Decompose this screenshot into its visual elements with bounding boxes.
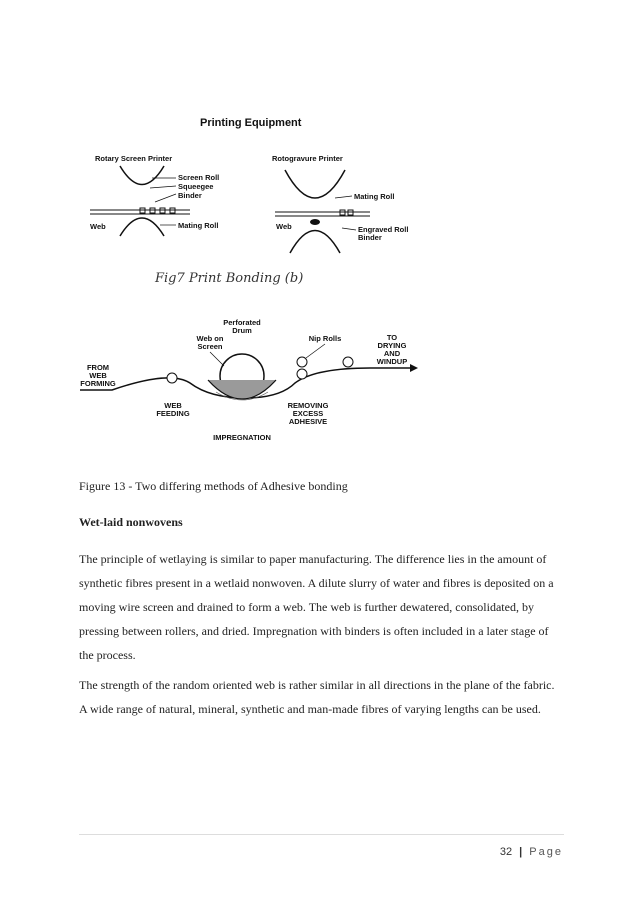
label-web-feeding-1: WEB bbox=[164, 401, 182, 410]
label-to-3: AND bbox=[383, 349, 401, 358]
footer-separator: | bbox=[519, 846, 523, 858]
section-heading: Wet-laid nonwovens bbox=[79, 515, 183, 529]
adhesive-bonding-figure bbox=[80, 108, 520, 453]
gravure-label-mating-roll: Mating Roll bbox=[354, 192, 395, 201]
gravure-label-binder: Binder bbox=[358, 233, 382, 242]
label-removing-2: EXCESS bbox=[292, 409, 324, 418]
page-footer bbox=[500, 846, 563, 858]
page-number: 32 bbox=[499, 846, 513, 858]
label-to-1: TO bbox=[386, 333, 398, 342]
rotary-title: Rotary Screen Printer bbox=[95, 154, 173, 163]
label-removing-1: REMOVING bbox=[287, 401, 329, 410]
gravure-label-engraved-roll: Engraved Roll bbox=[358, 225, 409, 234]
paragraph-1: The principle of wetlaying is similar to paper manufacturing. The difference lies in the amount of synthetic fibres present in a wetlaid nonwoven. A dilute slurry of water and fibres is deposited on a moving wire screen and drained to form a web. The web is further dewatered, consolidated, by pressing between rollers, and dried. Impregnation with binders is often included in a later stage of the process. bbox=[79, 552, 554, 662]
footer-divider bbox=[79, 834, 564, 835]
label-perforated-2: Drum bbox=[232, 326, 252, 335]
gravure-title: Rotogravure Printer bbox=[272, 154, 343, 163]
label-removing-3: ADHESIVE bbox=[288, 417, 328, 426]
rotary-label-screen-roll: Screen Roll bbox=[178, 173, 220, 182]
label-web-on-screen-2: Screen bbox=[197, 342, 223, 351]
label-to-2: DRYING bbox=[377, 341, 407, 350]
label-to-4: WINDUP bbox=[376, 357, 408, 366]
rotary-label-binder: Binder bbox=[178, 191, 202, 200]
rotary-label-squeegee: Squeegee bbox=[178, 182, 214, 191]
nip-roll-bottom bbox=[297, 369, 307, 379]
label-impregnation: IMPREGNATION bbox=[213, 433, 271, 442]
figure-drawing bbox=[80, 108, 520, 453]
web-arrow bbox=[410, 364, 418, 372]
screen-roll-shape bbox=[120, 166, 164, 185]
figure-caption: Figure 13 - Two differing methods of Adhesive bonding bbox=[79, 479, 348, 493]
mating-roll-shape bbox=[120, 218, 164, 236]
rotary-label-mating-roll: Mating Roll bbox=[178, 221, 219, 230]
label-web-feeding-2: FEEDING bbox=[156, 409, 190, 418]
nip-roll-top bbox=[297, 357, 307, 367]
label-from-3: FORMING bbox=[80, 379, 116, 388]
page-word: Page bbox=[529, 846, 563, 858]
engraved-roll-shape bbox=[290, 231, 340, 254]
label-from-2: WEB bbox=[89, 371, 107, 380]
gravure-mating-roll-shape bbox=[285, 170, 345, 198]
guide-roll-left bbox=[167, 373, 177, 383]
rotary-label-web: Web bbox=[90, 222, 106, 231]
paragraph-2: The strength of the random oriented web is rather similar in all directions in the plane of the fabric. A wide range of natural, mineral, synthetic and man-made fibres of varying lengths can be used. bbox=[79, 678, 555, 716]
guide-roll-right bbox=[343, 357, 353, 367]
handwritten-note: Fig7 Print Bonding (b) bbox=[155, 271, 304, 286]
gravure-label-web: Web bbox=[276, 222, 292, 231]
label-nip-rolls: Nip Rolls bbox=[308, 334, 342, 343]
label-perforated-1: Perforated bbox=[223, 318, 261, 327]
label-from-1: FROM bbox=[86, 363, 110, 372]
figure-title: Printing Equipment bbox=[200, 117, 302, 129]
label-web-on-screen-1: Web on bbox=[196, 334, 224, 343]
